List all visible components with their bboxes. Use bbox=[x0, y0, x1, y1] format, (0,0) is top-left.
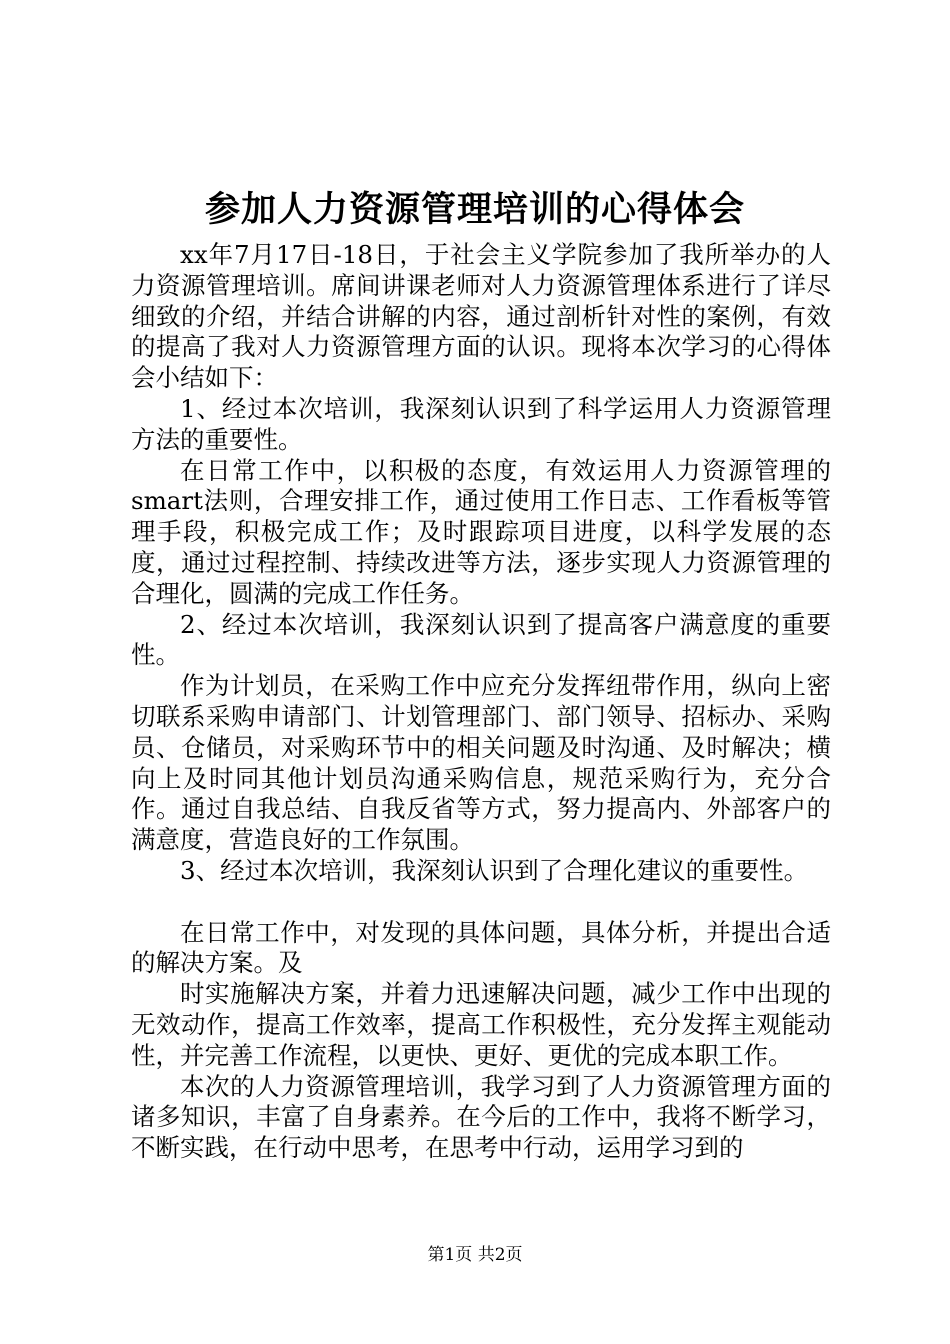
page-number-footer: 第1页 共2页 bbox=[427, 1245, 523, 1265]
paragraph-point-1: 1、经过本次培训，我深刻认识到了科学运用人力资源管理方法的重要性。 bbox=[131, 393, 831, 454]
document-title: 参加人力资源管理培训的心得体会 bbox=[204, 189, 745, 230]
paragraph-point-1-detail: 在日常工作中，以积极的态度，有效运用人力资源管理的smart法则，合理安排工作，通过使用工作日志、工作看板等管理手段，积极完成工作；及时跟踪项目进度，以科学发展的态度，通过过程控制、持续改进等方法，逐步实现人力资源管理的合理化，圆满的完成工作任务。 bbox=[131, 455, 831, 608]
paragraph-point-3-detail-a: 在日常工作中，对发现的具体问题，具体分析，并提出合适的解决方案。及 bbox=[131, 917, 831, 978]
paragraph-conclusion: 本次的人力资源管理培训，我学习到了人力资源管理方面的诸多知识，丰富了自身素养。在今后的工作中，我将不断学习，不断实践，在行动中思考，在思考中行动，运用学习到的 bbox=[131, 1071, 831, 1163]
document-body bbox=[131, 240, 831, 1164]
paragraph-point-2-detail: 作为计划员，在采购工作中应充分发挥纽带作用，纵向上密切联系采购申请部门、计划管理部门、部门领导、招标办、采购员、仓储员，对采购环节中的相关问题及时沟通、及时解决；横向上及时同其他计划员沟通采购信息，规范采购行为，充分合作。通过自我总结、自我反省等方式，努力提高内、外部客户的满意度，营造良好的工作氛围。 bbox=[131, 671, 831, 855]
paragraph-point-3: 3、经过本次培训，我深刻认识到了合理化建议的重要性。 bbox=[180, 855, 809, 885]
paragraph-point-3-detail-b: 时实施解决方案，并着力迅速解决问题，减少工作中出现的无效动作，提高工作效率，提高工作积极性，充分发挥主观能动性，并完善工作流程，以更快、更好、更优的完成本职工作。 bbox=[131, 979, 831, 1070]
paragraph-point-2: 2、经过本次培训，我深刻认识到了提高客户满意度的重要性。 bbox=[131, 609, 831, 670]
paragraph-intro: xx年7月17日-18日，于社会主义学院参加了我所举办的人力资源管理培训。席间讲课老师对人力资源管理体系进行了详尽细致的介绍，并结合讲解的内容，通过剖析针对性的案例，有效的提高了我对人力资源管理方面的认识。现将本次学习的心得体会小结如下： bbox=[131, 240, 831, 393]
